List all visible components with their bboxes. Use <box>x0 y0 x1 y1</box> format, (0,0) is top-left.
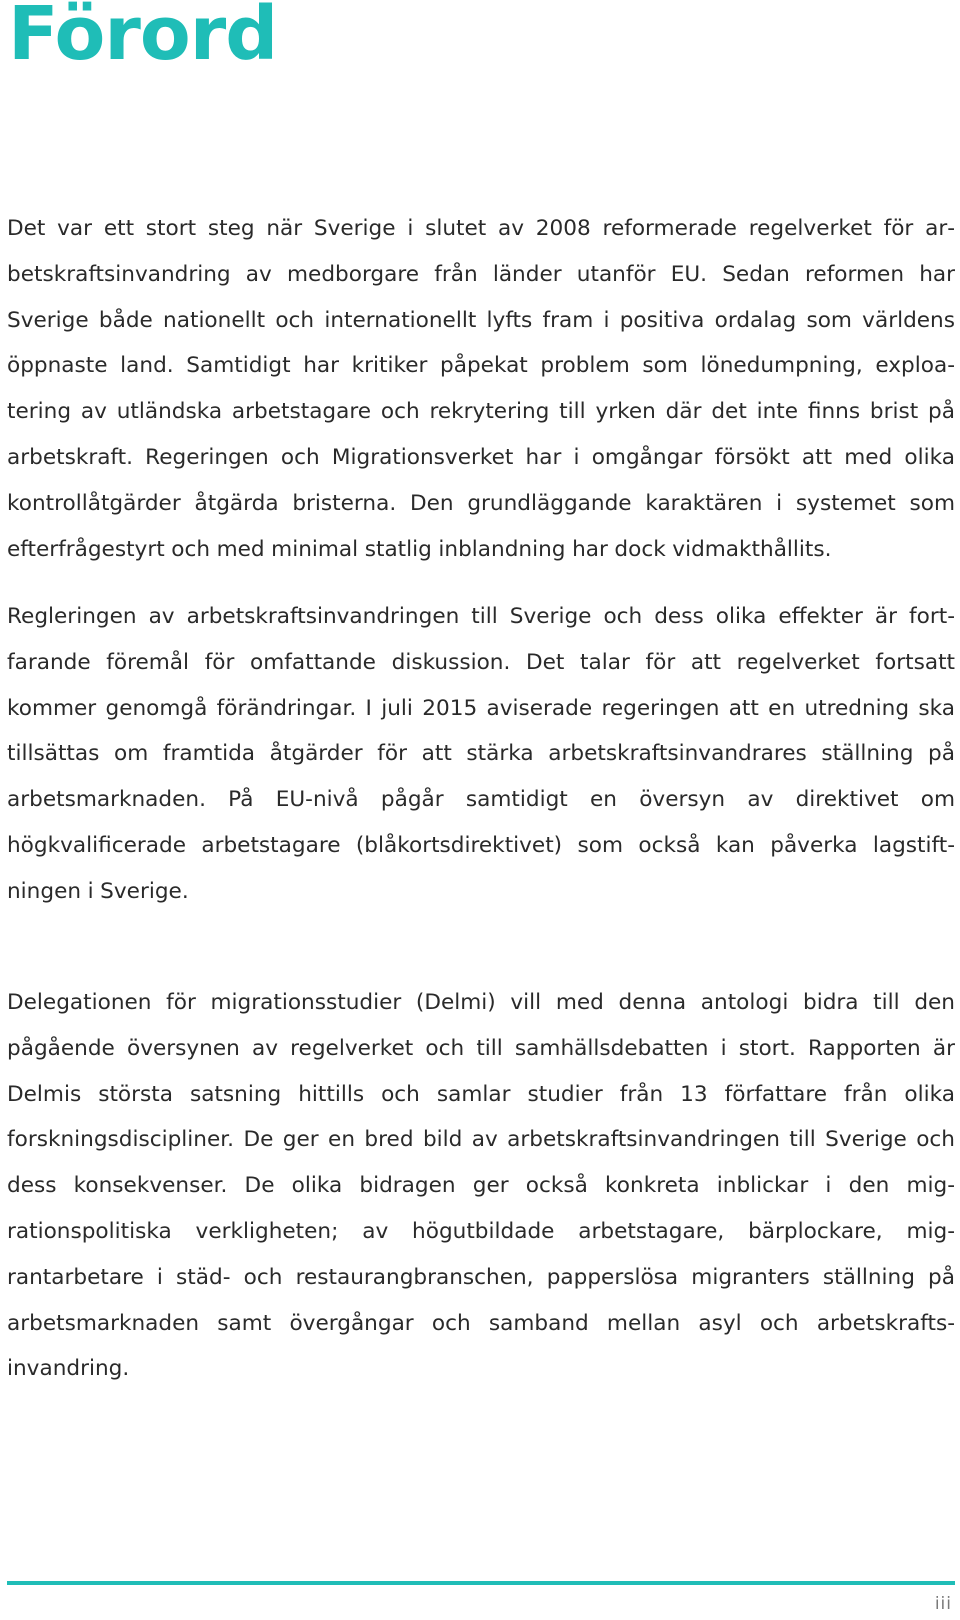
paragraph-1: Det var ett stort steg när Sverige i slutet av 2008 reformerade regelverket för arbetskraftsinvandring av medborgare från länder utanför EU. Sedan reformen har Sverige både nationellt och internationellt lyfts fram i positiva ordalag som världens öppnaste land. Samtidigt har kritiker påpekat problem som lönedumpning, exploatering av utländska arbetstagare och rekrytering till yrken där det inte finns brist på arbetskraft. Regeringen och Migrationsverket har i omgångar försökt att med olika kontrollåtgärder åtgärda bristerna. Den grundläggande karaktären i systemet som efterfrågestyrt och med minimal statlig inblandning har dock vidmakthållits. <box>7 216 955 562</box>
paragraph-3: Delegationen för migrationsstudier (Delmi) vill med denna antologi bidra till den pågående översynen av regelverket och till samhällsdebatten i stort. Rapporten är Delmis största satsning hittills och samlar studier från 13 författare från olika forskningsdiscipliner. De ger en bred bild av arbetskraftsinvandringen till Sverige och dess konsekvenser. De olika bidragen ger också konkreta inblickar i den migrationspolitiska verkligheten; av högutbildade arbetstagare, bärplockare, migrantarbetare i städ- och restaurangbranschen, papperslösa migranters ställning på arbetsmarknaden samt övergångar och samband mellan asyl och arbetskraftsinvandring. <box>7 990 955 1382</box>
body-text <box>7 206 955 1392</box>
page-title: Förord <box>8 0 278 77</box>
paragraph-2: Regleringen av arbetskraftsinvandringen till Sverige och dess olika effekter är fortfarande föremål för omfattande diskussion. Det talar för att regelverket fortsatt kommer genomgå förändringar. I juli 2015 aviserade regeringen att en utredning ska tillsättas om framtida åtgärder för att stärka arbetskraftsinvandrares ställning på arbetsmarknaden. På EU-nivå pågår samtidigt en översyn av direktivet om högkvalificerade arbetstagare (blåkortsdirektivet) som också kan påverka lagstiftningen i Sverige. <box>7 604 955 904</box>
footer-divider <box>7 1581 955 1585</box>
page-number: iii <box>934 1594 952 1614</box>
